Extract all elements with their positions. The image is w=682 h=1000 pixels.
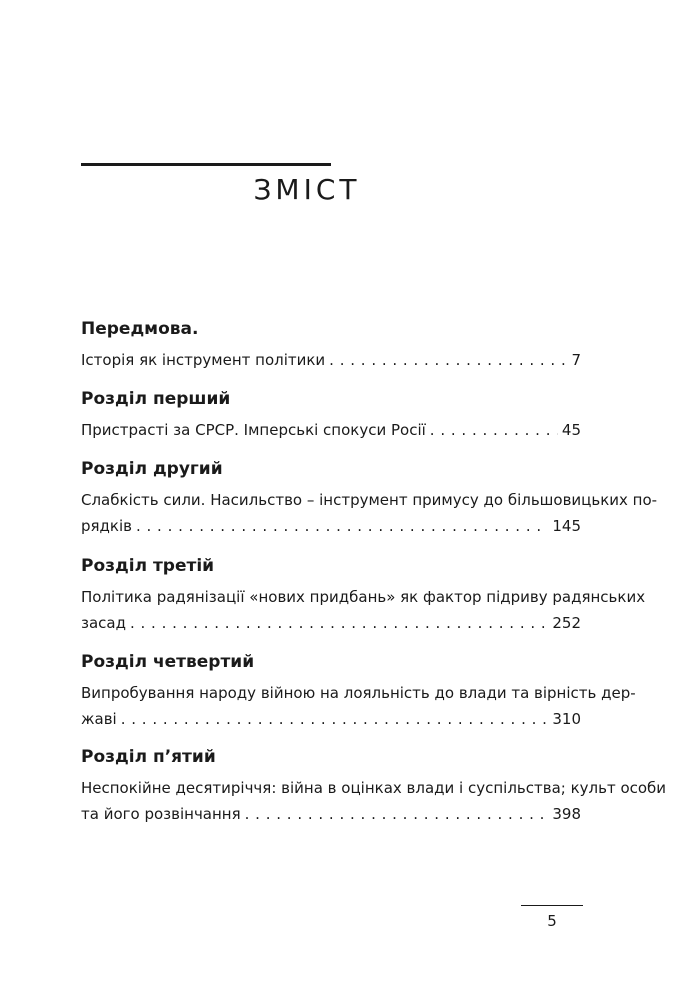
- toc-entry-line: Слабкість сили. Насильство – інструмент примусу до більшовицьких по-: [81, 491, 658, 509]
- toc-section: [81, 458, 658, 539]
- toc-entry-last-line: [81, 417, 581, 443]
- toc-entry-text: та його розвінчання: [81, 805, 241, 823]
- toc-section: [81, 318, 581, 373]
- toc-section-heading: Розділ п’ятий: [81, 747, 216, 767]
- toc-page-number: 7: [571, 351, 581, 369]
- dot-leader: [329, 347, 567, 373]
- toc-entry[interactable]: [81, 487, 658, 539]
- toc-entry-last-line: [81, 706, 581, 732]
- toc-entry-line: Політика радянізації «нових придбань» як фактор підриву радянських: [81, 588, 646, 606]
- toc-entry-text: Історія як інструмент політики: [81, 351, 326, 369]
- toc-entry[interactable]: [81, 584, 646, 636]
- dot-leader: [130, 610, 548, 636]
- page-number: 5: [547, 912, 557, 930]
- toc-entry-last-line: [81, 347, 581, 373]
- toc-section-heading: Розділ четвертий: [81, 652, 255, 672]
- dot-leader: [136, 513, 548, 539]
- toc-section: [81, 555, 646, 636]
- toc-entry-last-line: [81, 610, 581, 636]
- toc-entry-last-line: [81, 801, 581, 827]
- toc-entry[interactable]: [81, 347, 581, 373]
- dot-leader: [121, 706, 549, 732]
- toc-page-number: 310: [552, 710, 581, 728]
- toc-section: [81, 651, 636, 732]
- toc-entry[interactable]: [81, 680, 636, 732]
- toc-entry-text: засад: [81, 614, 126, 632]
- toc-entry-text: рядків: [81, 517, 132, 535]
- dot-leader: [430, 417, 558, 443]
- toc-page-number: 145: [552, 517, 581, 535]
- toc-section-heading: Розділ другий: [81, 459, 223, 479]
- dot-leader: [245, 801, 549, 827]
- toc-page-number: 398: [552, 805, 581, 823]
- toc-section: [81, 746, 667, 827]
- toc-entry-text: Пристрасті за СРСР. Імперські спокуси Росії: [81, 421, 426, 439]
- toc-page-number: 45: [561, 421, 581, 439]
- toc-page-number: 252: [552, 614, 581, 632]
- toc-entry-line: Випробування народу війною на лояльність до влади та вірність дер-: [81, 684, 636, 702]
- toc-entry-text: жаві: [81, 710, 117, 728]
- title-rule: [81, 163, 331, 166]
- page-title: ЗМІСТ: [253, 173, 361, 206]
- footer-rule: [521, 905, 583, 906]
- toc-entry[interactable]: [81, 417, 581, 443]
- toc-section-heading: Розділ третій: [81, 556, 215, 576]
- toc-section: [81, 388, 581, 443]
- toc-section-heading: Передмова.: [81, 319, 199, 339]
- toc-entry-last-line: [81, 513, 581, 539]
- toc-entry-line: Неспокійне десятиріччя: війна в оцінках влади і суспільства; культ особи: [81, 779, 667, 797]
- table-of-contents: [81, 318, 667, 827]
- toc-entry[interactable]: [81, 775, 667, 827]
- toc-section-heading: Розділ перший: [81, 389, 231, 409]
